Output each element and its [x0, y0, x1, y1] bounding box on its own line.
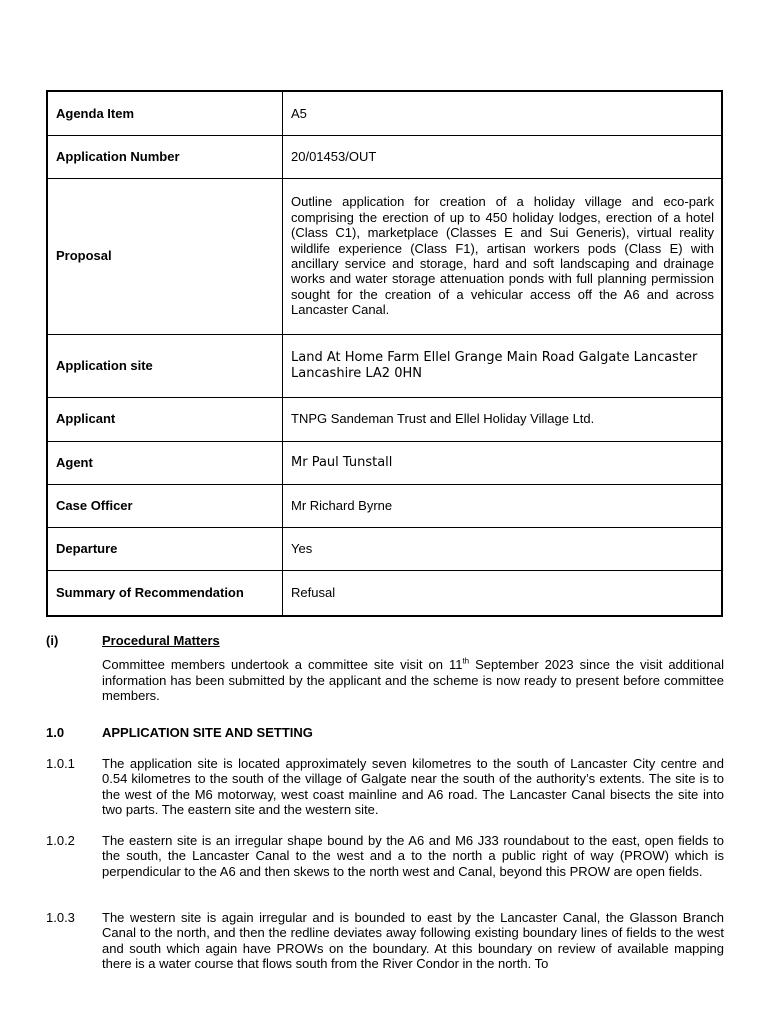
paragraph-1-0-3: [46, 910, 724, 972]
paragraph-text: The application site is located approximately seven kilometres to the south of Lancaster City centre and 0.54 kilometres to the south of the village of Galgate near the south of the authority’s extents. The site is to the west of the M6 motorway, west coast mainline and A6 road. The Lancaster Canal bisects the site into two parts. The eastern site and the western site.: [102, 756, 724, 818]
row-label: Departure: [47, 527, 283, 570]
row-value: TNPG Sandeman Trust and Ellel Holiday Village Ltd.: [283, 397, 723, 441]
section-heading: Procedural Matters: [102, 633, 220, 648]
row-value: Mr Paul Tunstall: [283, 441, 723, 484]
row-label: Agenda Item: [47, 91, 283, 135]
table-row: [47, 397, 722, 441]
row-value: A5: [283, 91, 723, 135]
section-number: 1.0: [46, 725, 65, 740]
proposal-text: Outline application for creation of a holiday village and eco-park comprising the erection of up to 450 holiday lodges, erection of a hotel (Class C1), marketplace (Classes E and Sui Generis), virtual reality wildlife experience (Class F1), artisan workers pods (Class E) with ancillary service and storage, hard and soft landscaping and drainage works and water storage attenuation ponds with full planning permission sought for the creation of a vehicular access off the A6 and across Lancaster Canal.: [283, 178, 723, 334]
row-value: Refusal: [283, 570, 723, 616]
row-label: Application site: [47, 334, 283, 397]
procedural-matters-section: [46, 633, 724, 704]
row-label: Proposal: [47, 178, 283, 334]
row-value: Mr Richard Byrne: [283, 484, 723, 527]
table-row: [47, 135, 722, 178]
procedural-text: [102, 657, 724, 703]
text-fragment: September 2023 since the visit additional information has been submitted by the applicant and the scheme is now ready to present before committee members.: [102, 657, 724, 704]
section-heading: APPLICATION SITE AND SETTING: [102, 725, 313, 740]
row-label: Agent: [47, 441, 283, 484]
application-summary-table: [46, 90, 723, 617]
paragraph-1-0-2: [46, 833, 724, 879]
paragraph-number: 1.0.3: [46, 910, 75, 925]
site-address: Land At Home Farm Ellel Grange Main Road Galgate Lancaster Lancashire LA2 0HN: [283, 334, 723, 397]
table-row: [47, 441, 722, 484]
superscript: th: [462, 657, 470, 667]
row-label: Applicant: [47, 397, 283, 441]
row-value: Yes: [283, 527, 723, 570]
section-number: (i): [46, 633, 59, 648]
table-row: [47, 178, 722, 334]
table-row: [47, 334, 722, 397]
paragraph-text: The western site is again irregular and is bounded to east by the Lancaster Canal, the Glasson Branch Canal to the north, and then the redline deviates away following existing boundary lines of fields to the west and south which again have PROWs on the boundary. At this boundary on review of available mapping there is a water course that flows south from the River Condor in the north. To: [102, 910, 724, 972]
row-label: Summary of Recommendation: [47, 570, 283, 616]
paragraph-1-0-1: [46, 756, 724, 818]
text-fragment: Committee members undertook a committee site visit on 11: [102, 657, 463, 673]
application-site-heading: [46, 725, 724, 740]
row-label: Case Officer: [47, 484, 283, 527]
table-row: [47, 527, 722, 570]
table-row: [47, 91, 722, 135]
row-value: 20/01453/OUT: [283, 135, 723, 178]
paragraph-text: The eastern site is an irregular shape bound by the A6 and M6 J33 roundabout to the east, open fields to the south, the Lancaster Canal to the west and a to the north a public right of way (PROW) which is perpendicular to the A6 and then skews to the north west and Canal, beyond this PROW are open fields.: [102, 833, 724, 879]
paragraph-number: 1.0.1: [46, 756, 75, 771]
table-row: [47, 484, 722, 527]
paragraph-number: 1.0.2: [46, 833, 75, 848]
row-label: Application Number: [47, 135, 283, 178]
table-row: [47, 570, 722, 616]
